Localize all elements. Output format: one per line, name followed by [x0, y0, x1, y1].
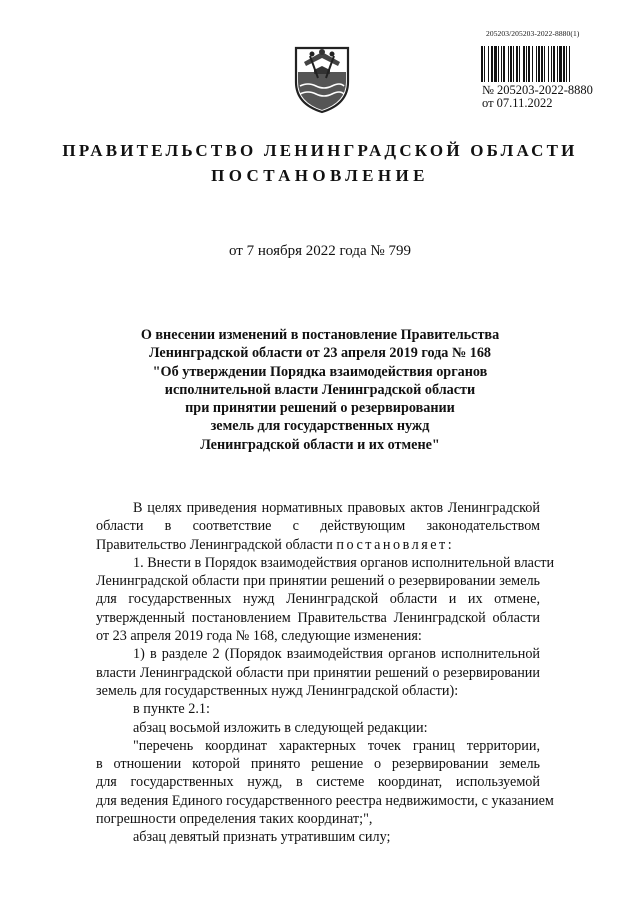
body-line: в отношении которой принято решение о резервировании земель	[96, 756, 540, 773]
body-line: земель для государственных нужд Ленинградской области):	[96, 682, 459, 699]
document-type: ПОСТАНОВЛЕНИЕ	[211, 166, 429, 185]
government-title: ПРАВИТЕЛЬСТВО ЛЕНИНГРАДСКОЙ ОБЛАСТИ	[62, 141, 578, 160]
body-line: в пункте 2.1:	[133, 701, 210, 718]
heading-line: О внесении изменений в постановление Правительства	[140, 327, 500, 343]
body-line: области в соответствие с действующим законодательством	[96, 518, 540, 535]
body-text-fragment: Правительство Ленинградской области	[96, 536, 337, 553]
registration-date: от 07.11.2022	[482, 96, 553, 110]
document-heading	[80, 326, 560, 454]
heading-line: исполнительной власти Ленинградской области	[164, 381, 476, 398]
body-line	[96, 536, 540, 554]
coat-of-arms-icon	[292, 42, 352, 114]
body-line: для государственных нужд Ленинградской области и их отмене,	[96, 591, 540, 608]
heading-line: земель для государственных нужд	[210, 418, 430, 435]
body-line: власти Ленинградской области при принятии решений о резервировании	[96, 664, 540, 681]
heading-line: Ленинградской области и их отмене"	[200, 436, 440, 453]
document-body	[96, 499, 555, 847]
body-line: для ведения Единого государственного реестра недвижимости, с указанием	[96, 792, 554, 809]
heading-line: Ленинградской области от 23 апреля 2019 года № 168	[148, 345, 492, 362]
resolution-keyword: постановляет:	[336, 536, 455, 553]
body-line: "перечень координат характерных точек границ территории,	[133, 737, 540, 754]
registration-id-code: 205203/205203-2022-8880(1)	[486, 29, 580, 38]
body-line: для государственных нужд, в системе координат, используемой	[96, 774, 540, 791]
body-line: В целях приведения нормативных правовых актов Ленинградской	[133, 500, 540, 516]
body-line: абзац восьмой изложить в следующей редакции:	[133, 719, 428, 736]
body-line: абзац девятый признать утратившим силу;	[133, 829, 391, 846]
body-line: 1. Внести в Порядок взаимодействия органов исполнительной власти	[133, 554, 555, 571]
body-line: 1) в разделе 2 (Порядок взаимодействия органов исполнительной	[133, 646, 540, 663]
heading-line: при принятии решений о резервировании	[185, 400, 455, 417]
body-line: от 23 апреля 2019 года № 168, следующие изменения:	[96, 628, 422, 645]
heading-line: "Об утверждении Порядка взаимодействия органов	[152, 363, 488, 380]
document-date-line: от 7 ноября 2022 года № 799	[229, 243, 411, 259]
body-line: погрешности определения таких координат;",	[96, 811, 373, 828]
barcode-icon	[480, 46, 604, 82]
body-line: Ленинградской области при принятии решений о резервировании земель	[96, 573, 540, 590]
body-line: утвержденный постановлением Правительства Ленинградской области	[96, 609, 540, 626]
registration-number: № 205203-2022-8880	[482, 83, 593, 97]
